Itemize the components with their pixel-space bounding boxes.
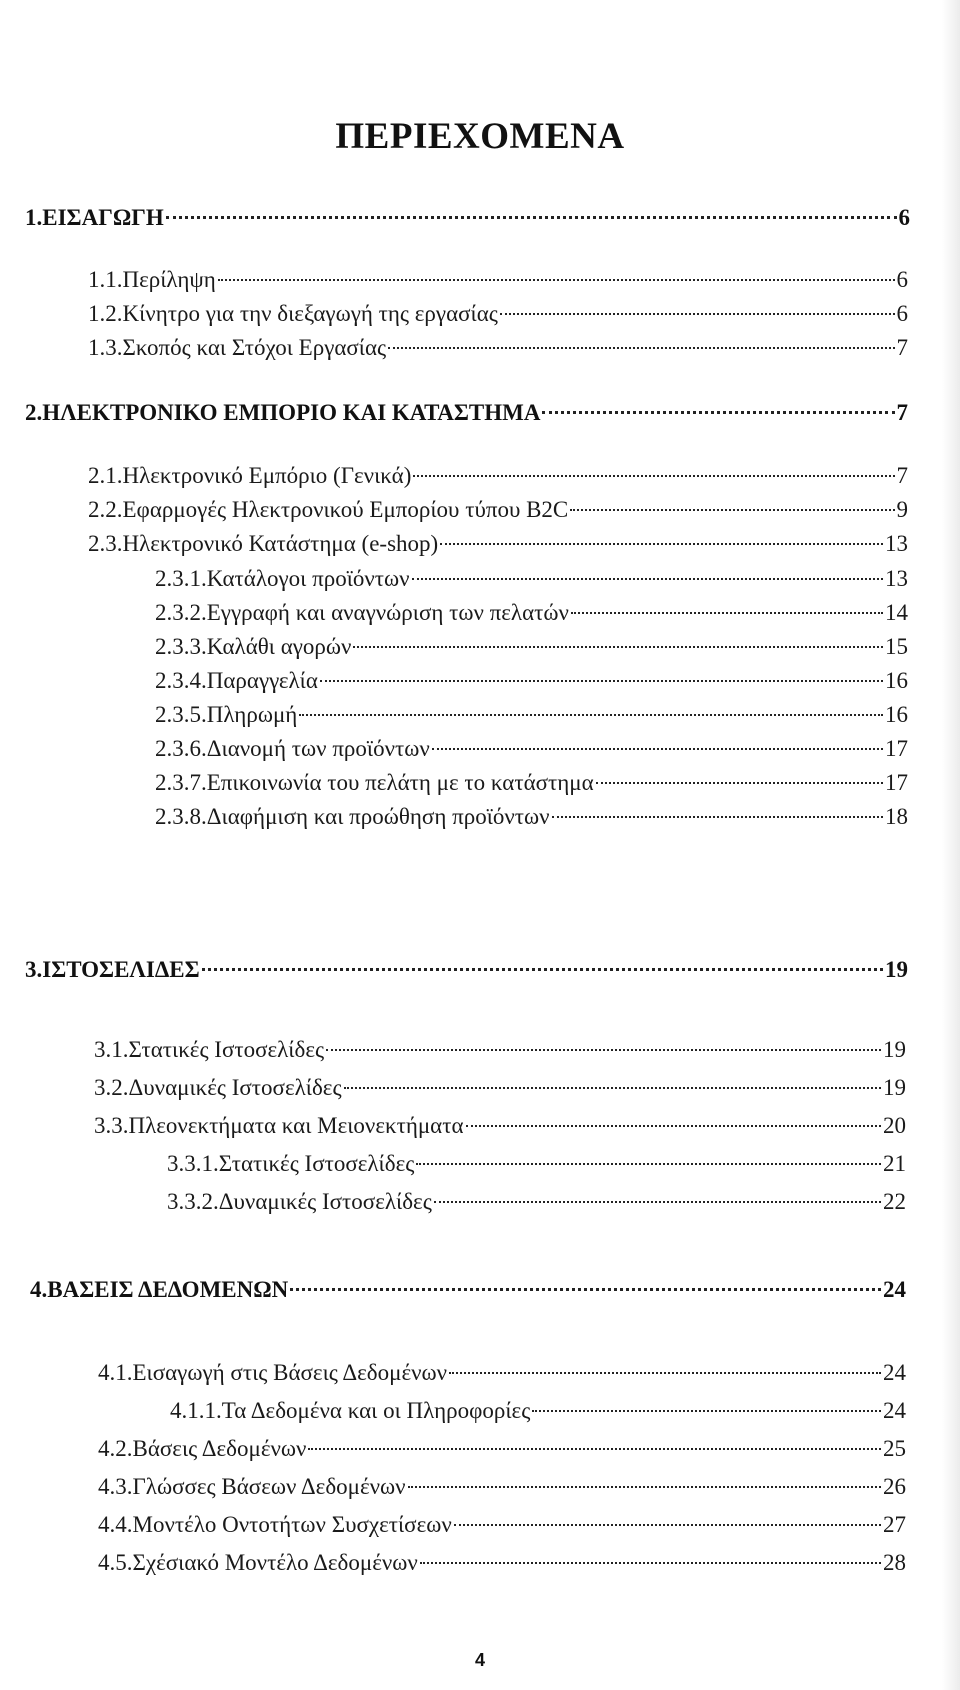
toc-entry-page: 21: [883, 1151, 906, 1176]
toc-entry-3-2: [94, 1070, 906, 1106]
toc-entry-page: 28: [883, 1550, 906, 1575]
toc-entry-2-3-1: [155, 561, 908, 597]
toc-entry-label: 1.2.Κίνητρο για την διεξαγωγή της εργασίας: [88, 301, 498, 326]
toc-entry-3-3-2: [167, 1184, 906, 1220]
dot-leader: [420, 1562, 881, 1564]
dot-leader: [596, 782, 883, 784]
dot-leader: [571, 612, 883, 614]
toc-entry-4-3: [98, 1469, 906, 1505]
dot-leader: [466, 1125, 881, 1127]
toc-entry-page: 19: [883, 1075, 906, 1100]
dot-leader: [542, 411, 894, 414]
toc-entry-2-2: [88, 492, 908, 528]
toc-entry-2-3-8: [155, 799, 908, 835]
toc-entry-2-3-2: [155, 595, 908, 631]
toc-entry-label: 4.ΒΑΣΕΙΣ ΔΕΔΟΜΕΝΩΝ: [30, 1277, 289, 1302]
toc-entry-2-3: [88, 526, 908, 562]
dot-leader: [570, 509, 894, 511]
toc-entry-page: 18: [885, 804, 908, 829]
toc-entry-page: 7: [896, 335, 908, 360]
dot-leader: [388, 347, 894, 349]
toc-entry-label: 2.3.2.Εγγραφή και αναγνώριση των πελατών: [155, 600, 569, 625]
dot-leader: [532, 1410, 881, 1412]
dot-leader: [440, 543, 883, 545]
toc-entry-page: 9: [896, 497, 908, 522]
toc-entry-1-3: [88, 330, 908, 366]
toc-entry-label: 2.3.6.Διανομή των προϊόντων: [155, 736, 430, 761]
dot-leader: [416, 1163, 881, 1165]
toc-entry-2-3-3: [155, 629, 908, 665]
toc-entry-label: 2.3.7.Επικοινωνία του πελάτη με το κατάστημα: [155, 770, 594, 795]
dot-leader: [454, 1524, 881, 1526]
toc-entry-page: 19: [885, 957, 908, 982]
toc-entry-page: 24: [883, 1398, 906, 1423]
toc-entry-label: 3.3.2.Δυναμικές Ιστοσελίδες: [167, 1189, 432, 1214]
toc-entry-label: 3.1.Στατικές Ιστοσελίδες: [94, 1037, 325, 1062]
toc-chapter-3: [25, 952, 908, 988]
toc-entry-label: 4.4.Μοντέλο Οντοτήτων Συσχετίσεων: [98, 1512, 452, 1537]
toc-entry-page: 15: [885, 634, 908, 659]
toc-chapter-2: [25, 395, 908, 431]
toc-entry-page: 7: [896, 400, 908, 425]
page-edge-shadow: [942, 0, 960, 1690]
toc-entry-label: 4.1.1.Τα Δεδομένα και οι Πληροφορίες: [170, 1398, 531, 1423]
toc-entry-2-1: [88, 458, 908, 494]
toc-chapter-4: [30, 1272, 906, 1308]
toc-entry-3-1: [94, 1032, 906, 1068]
toc-entry-page: 7: [896, 463, 908, 488]
toc-entry-label: 4.2.Βάσεις Δεδομένων: [98, 1436, 307, 1461]
dot-leader: [552, 816, 883, 818]
toc-entry-1-1: [88, 262, 908, 298]
dot-leader: [432, 748, 883, 750]
toc-entry-label: 4.5.Σχέσιακό Μοντέλο Δεδομένων: [98, 1550, 418, 1575]
toc-entry-page: 17: [885, 736, 908, 761]
toc-entry-4-4: [98, 1507, 906, 1543]
toc-entry-label: 2.3.Ηλεκτρονικό Κατάστημα (e-shop): [88, 531, 439, 556]
toc-entry-label: 4.1.Εισαγωγή στις Βάσεις Δεδομένων: [98, 1360, 448, 1385]
toc-entry-label: 3.ΙΣΤΟΣΕΛΙΔΕΣ: [25, 957, 200, 982]
dot-leader: [344, 1087, 881, 1089]
toc-entry-label: 1.ΕΙΣΑΓΩΓΗ: [25, 205, 164, 230]
toc-entry-page: 22: [883, 1189, 906, 1214]
toc-entry-page: 16: [885, 702, 908, 727]
toc-entry-4-1-1: [170, 1393, 906, 1429]
toc-entry-page: 26: [883, 1474, 906, 1499]
dot-leader: [434, 1201, 881, 1203]
dot-leader: [412, 578, 883, 580]
toc-entry-3-3: [94, 1108, 906, 1144]
dot-leader: [353, 646, 883, 648]
toc-entry-label: 4.3.Γλώσσες Βάσεων Δεδομένων: [98, 1474, 406, 1499]
toc-entry-label: 2.3.4.Παραγγελία: [155, 668, 318, 693]
toc-entry-label: 1.1.Περίληψη: [88, 267, 216, 292]
toc-entry-2-3-7: [155, 765, 908, 801]
toc-entry-page: 13: [885, 531, 908, 556]
toc-entry-1-2: [88, 296, 908, 332]
toc-entry-label: 3.2.Δυναμικές Ιστοσελίδες: [94, 1075, 342, 1100]
toc-entry-2-3-4: [155, 663, 908, 699]
toc-entry-label: 2.3.5.Πληρωμή: [155, 702, 298, 727]
toc-entry-page: 27: [883, 1512, 906, 1537]
toc-entry-2-3-6: [155, 731, 908, 767]
toc-entry-4-1: [98, 1355, 906, 1391]
dot-leader: [299, 714, 883, 716]
dot-leader: [326, 1049, 881, 1051]
dot-leader: [166, 216, 897, 219]
toc-entry-label: 2.1.Ηλεκτρονικό Εμπόριο (Γενικά): [88, 463, 412, 488]
toc-entry-label: 2.2.Εφαρμογές Ηλεκτρονικού Εμπορίου τύπου B2C: [88, 497, 569, 522]
toc-entry-2-3-5: [155, 697, 908, 733]
toc-entry-label: 2.3.3.Καλάθι αγορών: [155, 634, 352, 659]
toc-entry-page: 14: [885, 600, 908, 625]
page-title: ΠΕΡΙΕΧΟΜΕΝΑ: [335, 116, 625, 157]
toc-entry-page: 6: [898, 205, 910, 230]
toc-entry-page: 6: [896, 301, 908, 326]
toc-entry-page: 19: [883, 1037, 906, 1062]
dot-leader: [308, 1448, 881, 1450]
toc-entry-4-2: [98, 1431, 906, 1467]
dot-leader: [202, 968, 883, 971]
toc-entry-page: 25: [883, 1436, 906, 1461]
toc-entry-label: 2.3.1.Κατάλογοι προϊόντων: [155, 566, 410, 591]
toc-entry-page: 17: [885, 770, 908, 795]
toc-entry-label: 2.ΗΛΕΚΤΡΟΝΙΚΟ ΕΜΠΟΡΙΟ ΚΑΙ ΚΑΤΑΣΤΗΜΑ: [25, 400, 541, 425]
toc-entry-label: 2.3.8.Διαφήμιση και προώθηση προϊόντων: [155, 804, 550, 829]
toc-entry-page: 16: [885, 668, 908, 693]
dot-leader: [218, 279, 895, 281]
page-number: 4: [474, 1650, 485, 1670]
toc-entry-label: 1.3.Σκοπός και Στόχοι Εργασίας: [88, 335, 387, 360]
dot-leader: [500, 313, 895, 315]
toc-entry-page: 20: [883, 1113, 906, 1138]
dot-leader: [449, 1372, 881, 1374]
toc-entry-page: 6: [896, 267, 908, 292]
toc-entry-page: 24: [883, 1360, 906, 1385]
toc-chapter-1: [25, 200, 910, 236]
toc-entry-3-3-1: [167, 1146, 906, 1182]
dot-leader: [408, 1486, 881, 1488]
toc-entry-page: 24: [883, 1277, 906, 1302]
dot-leader: [290, 1288, 881, 1291]
dot-leader: [413, 475, 894, 477]
toc-entry-4-5: [98, 1545, 906, 1581]
dot-leader: [320, 680, 883, 682]
toc-entry-label: 3.3.1.Στατικές Ιστοσελίδες: [167, 1151, 415, 1176]
toc-entry-label: 3.3.Πλεονεκτήματα και Μειονεκτήματα: [94, 1113, 464, 1138]
toc-entry-page: 13: [885, 566, 908, 591]
